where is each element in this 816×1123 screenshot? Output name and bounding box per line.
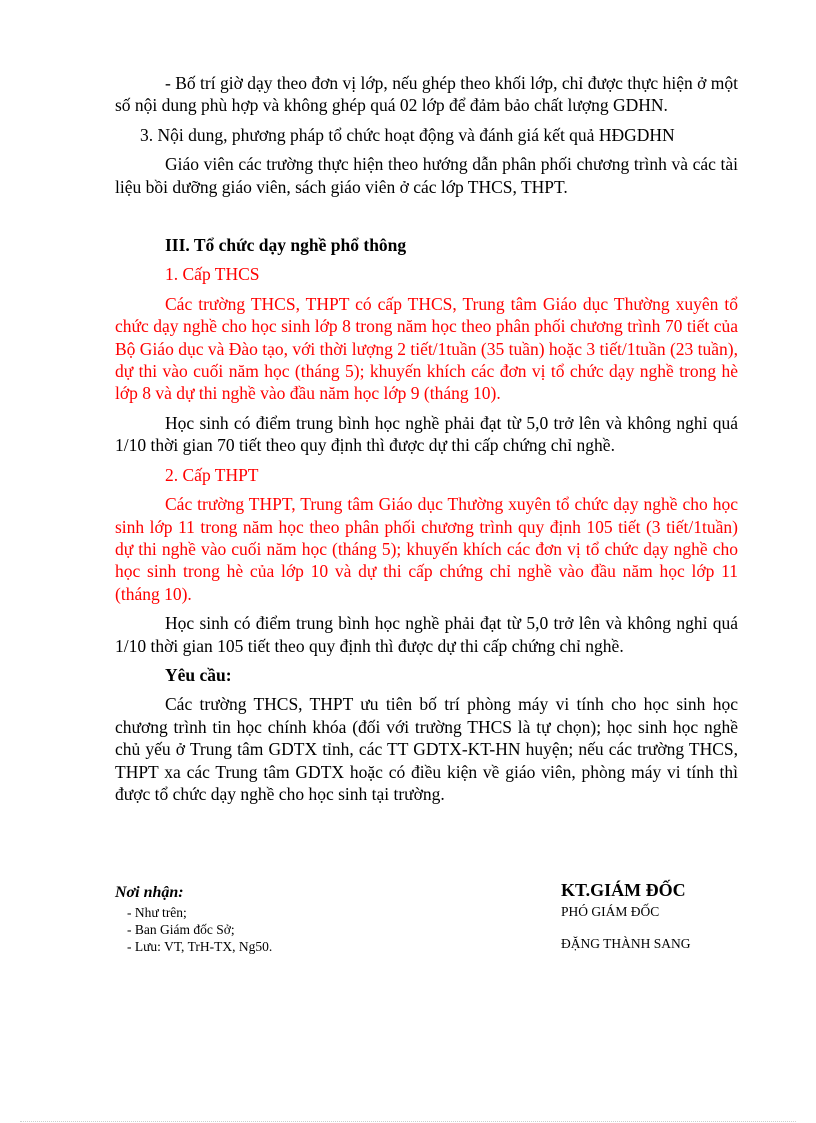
recipient-item: - Ban Giám đốc Sở; xyxy=(127,922,235,937)
thcs-requirement-paragraph: Học sinh có điểm trung bình học nghề phải đạt từ 5,0 trở lên và không nghỉ quá 1/10 thời gian 70 tiết theo quy định thì được dự thi cấp chứng chỉ nghề. xyxy=(115,412,738,456)
paragraph-teacher-guidance: Giáo viên các trường thực hiện theo hướng dẫn phân phối chương trình và các tài liệu bồi dưỡng giáo viên, sách giáo viên ở các lớp THCS, THPT. xyxy=(115,154,738,197)
recipient-item: - Như trên; xyxy=(127,905,187,920)
thcs-heading: 1. Cấp THCS xyxy=(165,264,260,285)
recipients-title: Nơi nhận: xyxy=(115,884,184,901)
signature-subtitle: PHÓ GIÁM ĐỐC xyxy=(561,904,660,919)
document-body xyxy=(115,72,738,805)
requirements-paragraph: Các trường THCS, THPT ưu tiên bố trí phòng máy vi tính cho học sinh học chương trình tin học chính khóa (đối với trường THCS là tự chọn); học sinh học nghề chủ yếu ở Trung tâm GDTX tỉnh, các TT GDTX-KT-HN huyện; nếu các trường THCS, THPT xa các Trung tâm GDTX hoặc có điều kiện về giáo viên, phòng máy vi tính thì được tổ chức dạy nghề cho học sinh tại trường. xyxy=(115,694,738,804)
recipients-list xyxy=(127,904,272,955)
thcs-paragraph: Các trường THCS, THPT có cấp THCS, Trung tâm Giáo dục Thường xuyên tổ chức dạy nghề cho học sinh lớp 8 trong năm học theo phân phối chương trình 70 tiết của Bộ Giáo dục và Đào tạo, với thời lượng 2 tiết/1tuần (35 tuần) hoặc 3 tiết/1tuần (23 tuần), dự thi vào cuối năm học (tháng 5); khuyến khích các đơn vị tổ chức dạy nghề trong hè lớp 8 và dự thi nghề vào đầu năm học lớp 9 (tháng 10). xyxy=(115,293,738,404)
requirements-title: Yêu cầu: xyxy=(165,664,232,685)
page-bottom-divider xyxy=(20,1121,796,1122)
thpt-paragraph: Các trường THPT, Trung tâm Giáo dục Thường xuyên tổ chức dạy nghề cho học sinh lớp 11 trong năm học theo phân phối chương trình quy định 105 tiết (3 tiết/1tuần) dự thi nghề vào cuối năm học (tháng 5); khuyến khích các đơn vị tổ chức dạy nghề cho học sinh trong hè của lớp 10 và dự thi cấp chứng chỉ nghề vào đầu năm học lớp 11 (tháng 10). xyxy=(115,494,738,604)
signer-name: ĐẶNG THÀNH SANG xyxy=(561,936,691,951)
thpt-requirement-paragraph: Học sinh có điểm trung bình học nghề phải đạt từ 5,0 trở lên và không nghỉ quá 1/10 thời gian 105 tiết theo quy định thì được dự thi cấp chứng chỉ nghề. xyxy=(115,613,738,656)
recipient-item: - Lưu: VT, TrH-TX, Ng50. xyxy=(127,939,273,954)
signature-title: KT.GIÁM ĐỐC xyxy=(561,880,686,900)
thpt-heading: 2. Cấp THPT xyxy=(165,464,259,485)
section-3-title: III. Tổ chức dạy nghề phổ thông xyxy=(165,235,407,256)
document-footer xyxy=(115,880,738,964)
paragraph-teaching-schedule: - Bố trí giờ dạy theo đơn vị lớp, nếu ghép theo khối lớp, chỉ được thực hiện ở một số nội dung phù hợp và không ghép quá 02 lớp để đảm bảo chất lượng GDHN. xyxy=(115,73,738,116)
item-3-heading: 3. Nội dung, phương pháp tổ chức hoạt động và đánh giá kết quả HĐGDHN xyxy=(140,124,675,145)
